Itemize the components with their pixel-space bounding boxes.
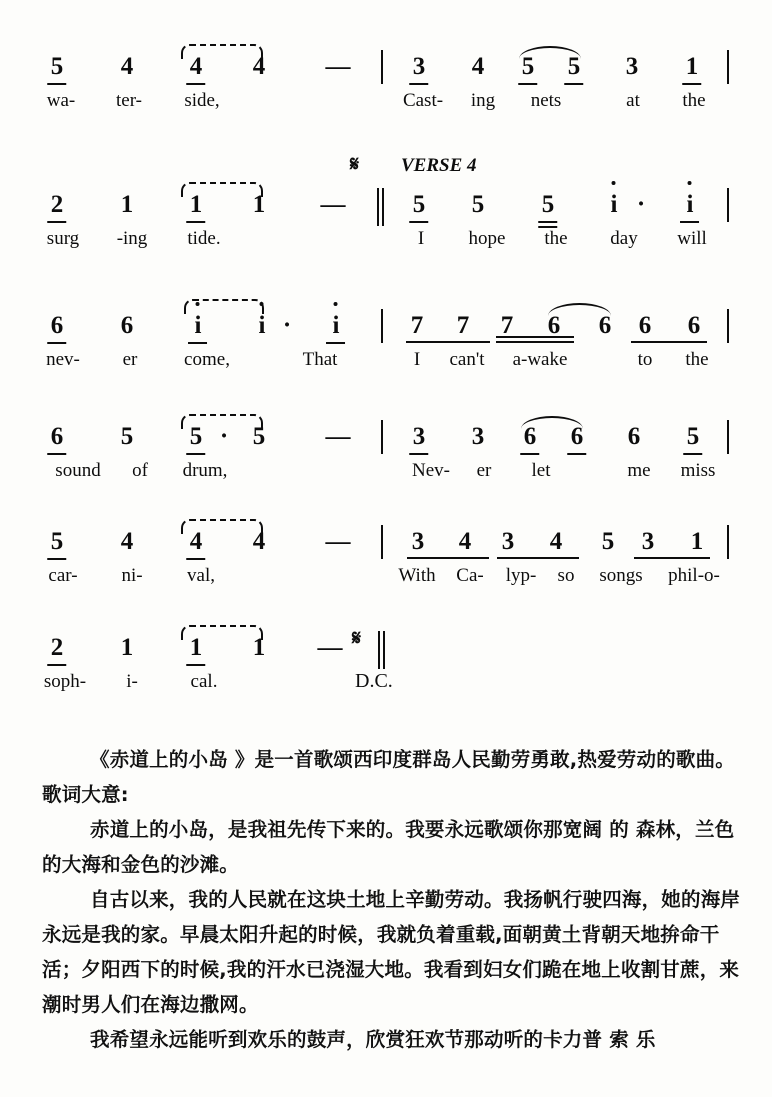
barline bbox=[727, 309, 729, 343]
score-system-6 bbox=[0, 625, 772, 705]
lyric-syllable: of bbox=[132, 460, 148, 481]
note: 4 bbox=[252, 53, 266, 80]
lyric-syllable: at bbox=[626, 90, 640, 111]
note: 5 bbox=[567, 53, 581, 80]
note: 5 bbox=[189, 423, 203, 450]
note: 4 bbox=[120, 528, 134, 555]
beam bbox=[407, 557, 489, 559]
note: 5 bbox=[521, 53, 535, 80]
lyric-syllable: Cast- bbox=[402, 90, 444, 111]
note: 3 bbox=[625, 53, 639, 80]
octave-dot-icon bbox=[260, 302, 264, 306]
note: 5 bbox=[471, 191, 485, 218]
note: 1 bbox=[685, 53, 699, 80]
lyric-row bbox=[0, 671, 772, 705]
note-row bbox=[0, 303, 772, 349]
lyric-syllable: come, bbox=[184, 349, 230, 370]
lyric-syllable: day bbox=[610, 228, 638, 249]
note: 7 bbox=[500, 312, 514, 339]
note-row bbox=[0, 519, 772, 565]
lyric-syllable: the bbox=[682, 90, 706, 111]
note-high-octave: i bbox=[687, 192, 694, 218]
barline bbox=[381, 420, 383, 454]
lyric-syllable: a-wake bbox=[512, 349, 568, 370]
note: 4 bbox=[120, 53, 134, 80]
lyric-syllable: ni- bbox=[121, 565, 143, 586]
note: 5 bbox=[252, 423, 266, 450]
note: 6 bbox=[598, 312, 612, 339]
note: 6 bbox=[50, 312, 64, 339]
note: 6 bbox=[523, 423, 537, 450]
note-row bbox=[0, 44, 772, 90]
lyric-syllable: i- bbox=[126, 671, 138, 692]
lyric-syllable: nets bbox=[530, 90, 562, 111]
score-system-2 bbox=[0, 152, 772, 262]
lyric-syllable: I bbox=[413, 349, 421, 370]
score-system-5 bbox=[0, 519, 772, 599]
lyric-row bbox=[0, 460, 772, 494]
score-system-1 bbox=[0, 44, 772, 124]
note-row bbox=[0, 182, 772, 228]
note: 4 bbox=[549, 528, 563, 555]
octave-dot-icon bbox=[196, 302, 200, 306]
note: 6 bbox=[547, 312, 561, 339]
prose-paragraph: 自古以来，我的人民就在这块土地上辛勤劳动。我扬帆行驶四海，她的海岸永远是我的家。早晨太阳升起的时候，我就负着重载,面朝黄土背朝天地拚命干活；夕阳西下的时候,我的汗水已浇湿大地。我看到妇女们跪在地上收割甘蔗，来潮时男人们在海边撒网。 bbox=[42, 888, 741, 1016]
prose-paragraph: 《赤道上的小岛 》是一首歌颂西印度群岛人民勤劳勇敢,热爱劳动的歌曲。歌词大意: bbox=[42, 748, 735, 806]
note-sustain-dash: — bbox=[320, 191, 346, 218]
score-system-4 bbox=[0, 414, 772, 494]
note: 5 bbox=[541, 191, 555, 218]
note: 5 bbox=[412, 191, 426, 218]
note-row bbox=[0, 625, 772, 671]
note: 5 bbox=[686, 423, 700, 450]
lyric-syllable: so bbox=[557, 565, 575, 586]
note-high-octave: i bbox=[195, 313, 202, 339]
lyric-syllable: wa- bbox=[46, 90, 76, 111]
note: 5 bbox=[120, 423, 134, 450]
note: 1 bbox=[120, 191, 134, 218]
double-barline bbox=[378, 631, 386, 669]
barline bbox=[727, 420, 729, 454]
note: 6 bbox=[687, 312, 701, 339]
barline bbox=[381, 525, 383, 559]
lyric-syllable: nev- bbox=[46, 349, 80, 370]
note-high-octave: i bbox=[259, 313, 266, 339]
note: 1 bbox=[252, 634, 266, 661]
lyric-syllable: soph- bbox=[43, 671, 87, 692]
lyric-syllable: me bbox=[627, 460, 651, 481]
note: 6 bbox=[570, 423, 584, 450]
note-high-octave: i bbox=[333, 313, 340, 339]
note: 4 bbox=[458, 528, 472, 555]
barline bbox=[727, 525, 729, 559]
lyric-syllable: can't bbox=[449, 349, 485, 370]
note: 7 bbox=[410, 312, 424, 339]
lyric-syllable: ing bbox=[470, 90, 496, 111]
note-sustain-dash: — bbox=[325, 423, 351, 450]
lyric-syllable: miss bbox=[680, 460, 716, 481]
note-high-octave: i bbox=[611, 192, 618, 218]
lyric-syllable: -ing bbox=[116, 228, 148, 249]
lyric-syllable: Nev- bbox=[412, 460, 450, 481]
segno-icon: 𝄋 bbox=[352, 626, 362, 650]
note: 2 bbox=[50, 191, 64, 218]
lyric-syllable: phil-o- bbox=[668, 565, 720, 586]
lyric-syllable: to bbox=[637, 349, 653, 370]
note: 5 bbox=[50, 53, 64, 80]
octave-dot-icon bbox=[688, 181, 692, 185]
note-sustain-dash: — bbox=[325, 528, 351, 555]
note: 3 bbox=[641, 528, 655, 555]
beam bbox=[406, 341, 490, 343]
note: 3 bbox=[501, 528, 515, 555]
note: 7 bbox=[456, 312, 470, 339]
verse-marker: VERSE 4 bbox=[401, 155, 477, 176]
lyric-syllable: surg bbox=[46, 228, 80, 249]
beam bbox=[497, 557, 579, 559]
octave-dot-icon bbox=[612, 181, 616, 185]
lyric-syllable: the bbox=[544, 228, 568, 249]
note-row bbox=[0, 414, 772, 460]
lyric-syllable: lyp- bbox=[505, 565, 537, 586]
note: 1 bbox=[189, 191, 203, 218]
beam bbox=[496, 341, 574, 343]
barline bbox=[727, 188, 729, 222]
lyric-syllable: er bbox=[476, 460, 492, 481]
note: 6 bbox=[627, 423, 641, 450]
prose-paragraph: 赤道上的小岛，是我祖先传下来的。我要永远歌颂你那宽阔 的 森林，兰色的大海和金色的沙滩。 bbox=[42, 818, 735, 876]
note: 4 bbox=[252, 528, 266, 555]
note: 4 bbox=[189, 528, 203, 555]
note: 5 bbox=[50, 528, 64, 555]
note: 3 bbox=[412, 53, 426, 80]
note: 4 bbox=[189, 53, 203, 80]
lyric-row bbox=[0, 90, 772, 124]
lyric-syllable: ter- bbox=[116, 90, 142, 111]
dotted-rhythm-dot: · bbox=[219, 423, 229, 450]
lyric-syllable: cal. bbox=[190, 671, 218, 692]
note: 4 bbox=[471, 53, 485, 80]
lyric-syllable: let bbox=[531, 460, 551, 481]
lyric-row bbox=[0, 565, 772, 599]
note: 1 bbox=[690, 528, 704, 555]
lyric-syllable: I bbox=[417, 228, 425, 249]
note: 3 bbox=[411, 528, 425, 555]
double-barline bbox=[377, 188, 385, 226]
barline bbox=[381, 50, 383, 84]
beam bbox=[634, 557, 710, 559]
note: 1 bbox=[120, 634, 134, 661]
note: 6 bbox=[120, 312, 134, 339]
lyric-syllable: drum, bbox=[182, 460, 228, 481]
lyric-syllable: With bbox=[398, 565, 436, 586]
note-sustain-dash: — bbox=[317, 634, 343, 661]
lyric-syllable: tide. bbox=[187, 228, 221, 249]
lyric-row bbox=[0, 228, 772, 262]
note: 5 bbox=[601, 528, 615, 555]
lyric-syllable: sound bbox=[55, 460, 101, 481]
score-system-3 bbox=[0, 303, 772, 383]
note: 3 bbox=[412, 423, 426, 450]
lyric-syllable: hope bbox=[468, 228, 506, 249]
note-sustain-dash: — bbox=[325, 53, 351, 80]
barline bbox=[381, 309, 383, 343]
prose-paragraph: 我希望永远能听到欢乐的鼓声，欣赏狂欢节那动听的卡力普 索 乐 bbox=[90, 1028, 656, 1051]
note: 6 bbox=[50, 423, 64, 450]
note: 3 bbox=[471, 423, 485, 450]
lyric-syllable: songs bbox=[599, 565, 643, 586]
program-notes bbox=[42, 742, 742, 1057]
note: 6 bbox=[638, 312, 652, 339]
lyric-syllable: will bbox=[677, 228, 707, 249]
lyric-syllable: Ca- bbox=[456, 565, 484, 586]
lyric-syllable: val, bbox=[187, 565, 215, 586]
lyric-syllable: That bbox=[302, 349, 338, 370]
octave-dot-icon bbox=[334, 302, 338, 306]
segno-icon: 𝄋 bbox=[350, 152, 360, 176]
da-capo-label: D.C. bbox=[355, 670, 393, 692]
note: 1 bbox=[189, 634, 203, 661]
note: 2 bbox=[50, 634, 64, 661]
beam bbox=[631, 341, 707, 343]
lyric-syllable: side, bbox=[184, 90, 220, 111]
note: 1 bbox=[252, 191, 266, 218]
barline bbox=[727, 50, 729, 84]
lyric-syllable: car- bbox=[48, 565, 78, 586]
dotted-rhythm-dot: · bbox=[636, 191, 646, 218]
dotted-rhythm-dot: · bbox=[282, 312, 292, 339]
lyric-syllable: er bbox=[122, 349, 138, 370]
lyric-syllable: the bbox=[685, 349, 709, 370]
lyric-row bbox=[0, 349, 772, 383]
